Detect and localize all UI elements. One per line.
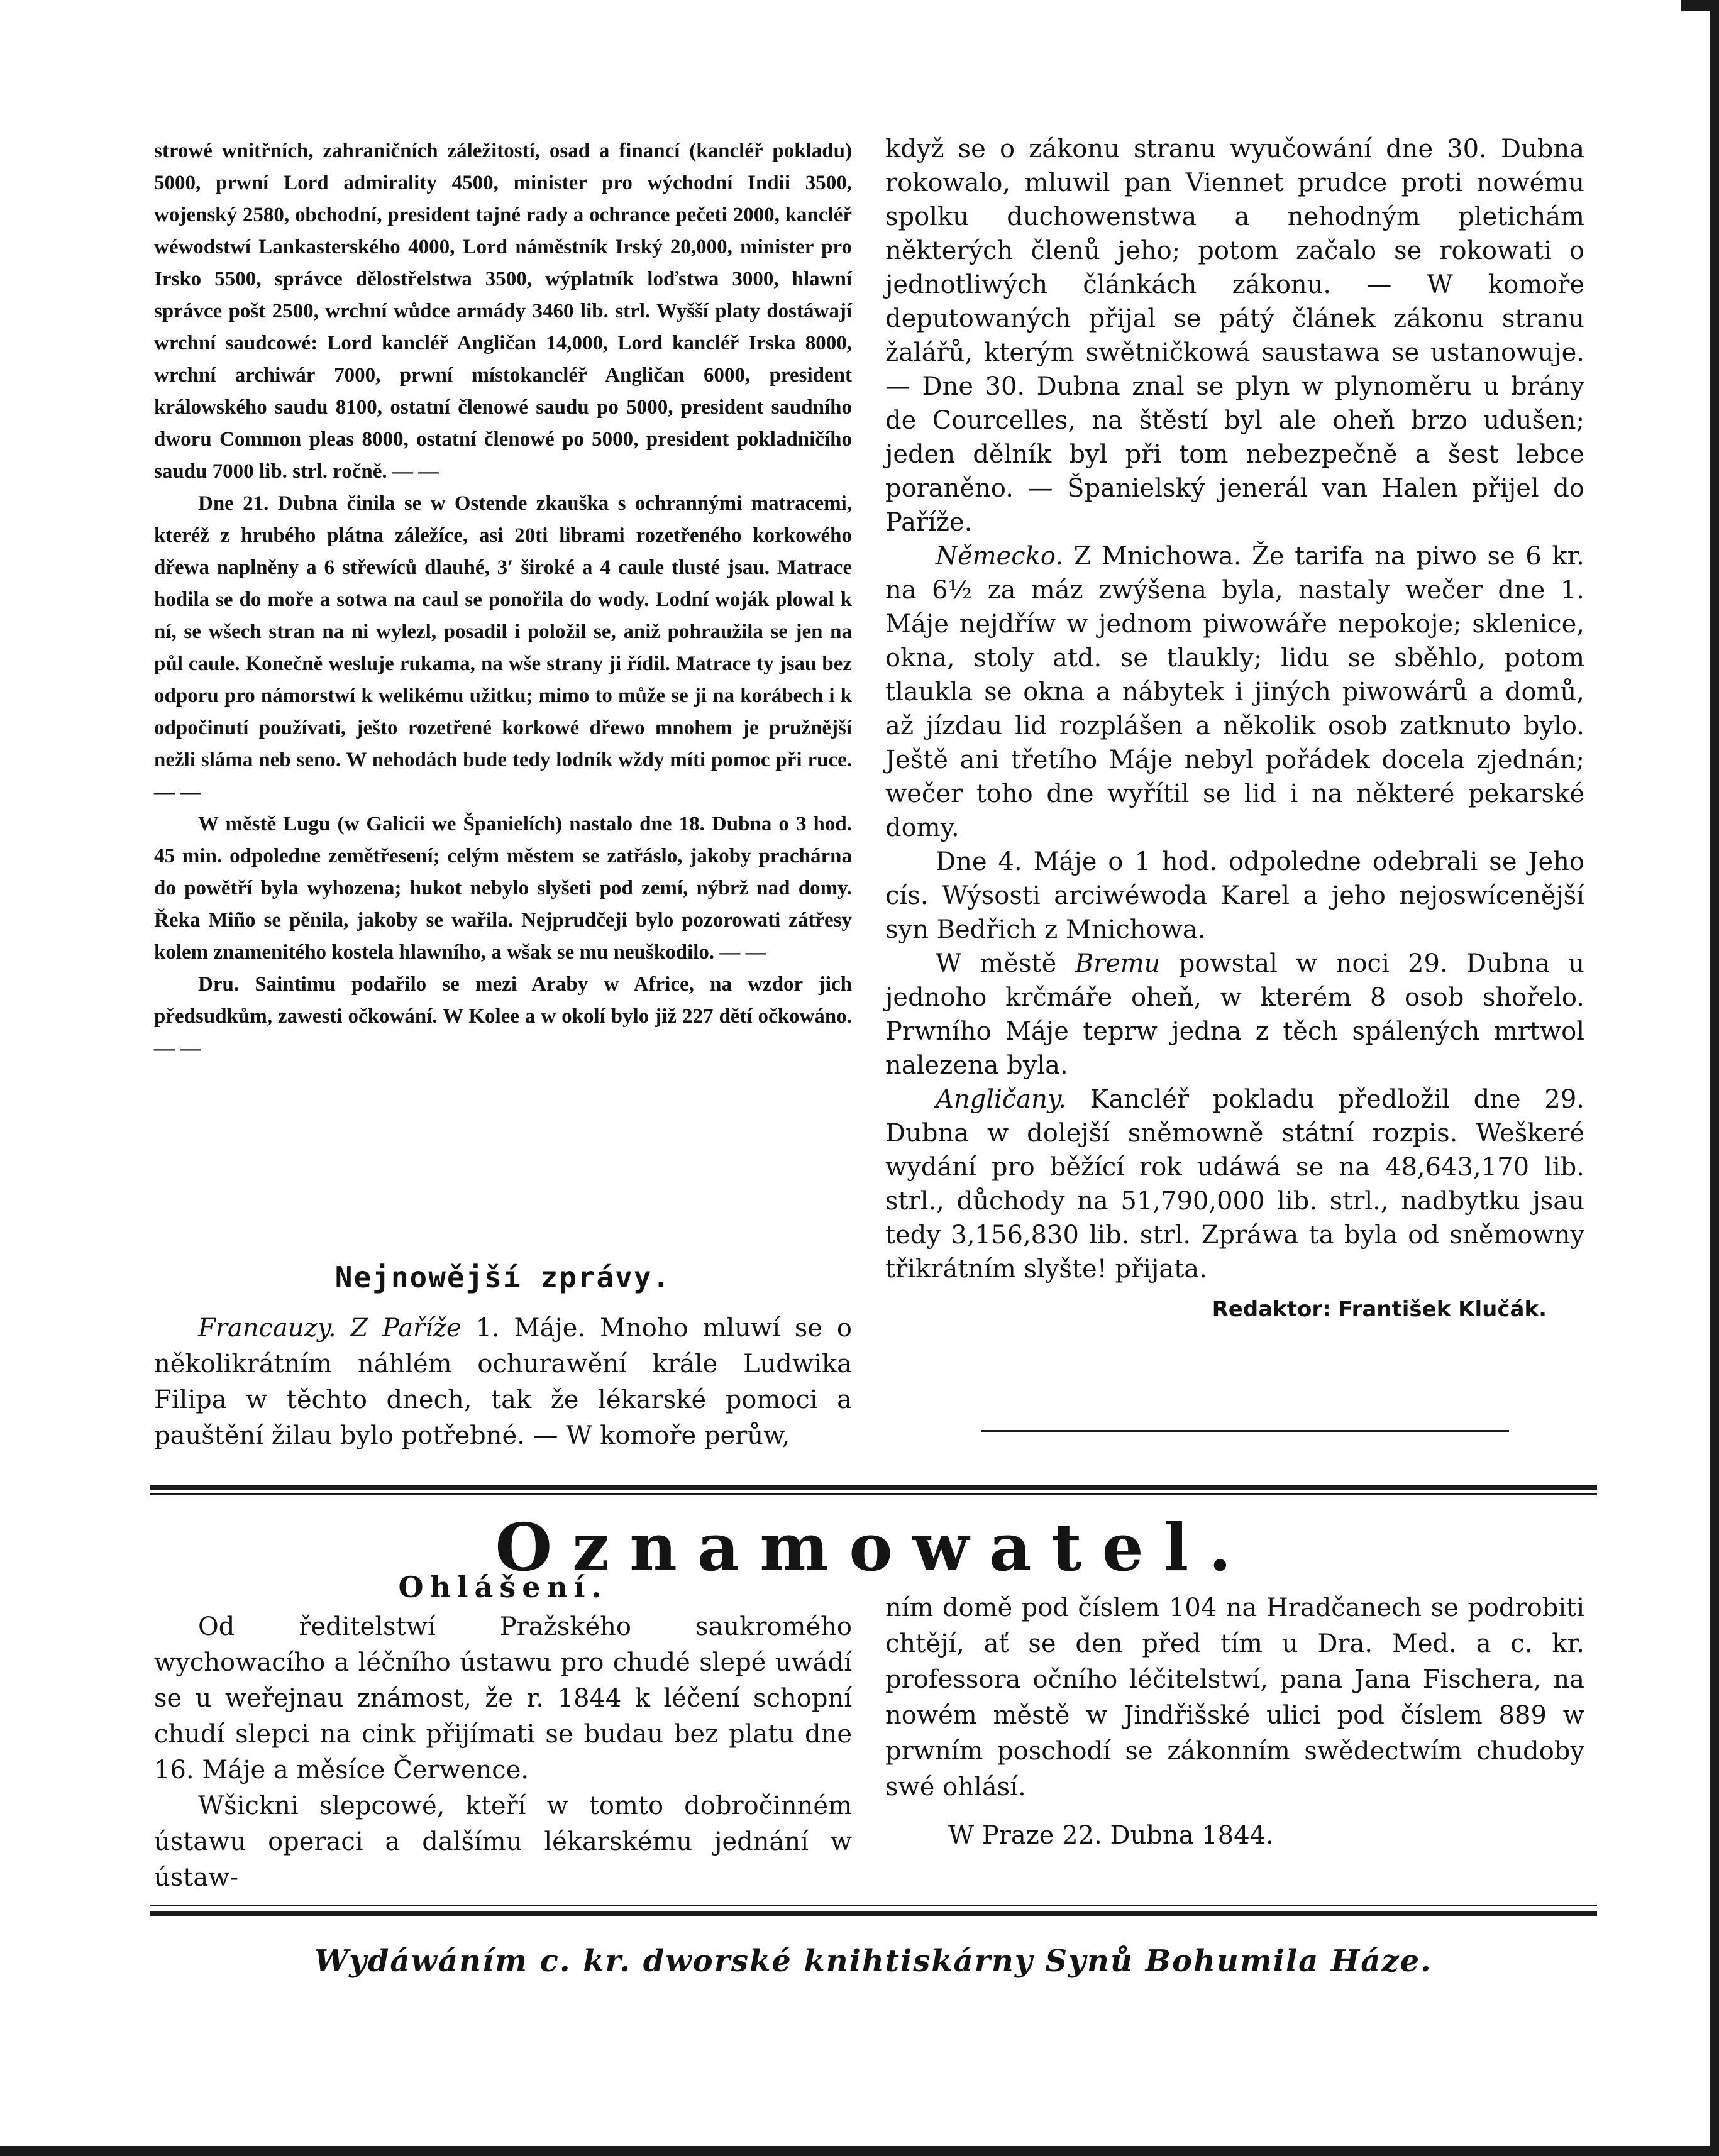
section-rule-bottom-thin (150, 1905, 1597, 1906)
right-paragraph-4 (885, 947, 1584, 1082)
announcement-right (885, 1590, 1584, 1854)
announcement-left-p2: Wšickni slepcowé, kteří w tomto dobročinném ústawu operaci a dalšímu lékarskému jednání w ústaw- (154, 1791, 852, 1892)
germany-text: Z Mnichowa. Že tarifa na piwo se 6 kr. na 6½ za máz zwýšena byla, nastaly wečer dne 1. Máje nejdříw w jednom piwowáře nepokoje; sklenice, okna, stoly atd. se tlaukly; lidu se sběhlo, potom tlaukla se okna a nábytek i jiných piwowárů a domů, až jízdau lid rozplášen a několik osob zatknuto bylo. Ještě ani třetího Máje nebyl pořádek docela zjednán; wečer toho dne wyřítil se lid i na některé pekarské domy. (885, 542, 1584, 842)
news-country: Francauzy. (198, 1314, 336, 1343)
left-paragraph-4: Dru. Saintimu podařilo se mezi Araby w Africe, na wzdor jich předsudkům, zawesti očkowání. W Kolee a w okolí bylo již 227 dětí očkowáno. — — (154, 973, 852, 1060)
germany-heading: Německo. (936, 542, 1064, 571)
announcement-right-p1: ním domě pod číslem 104 na Hradčanech se podrobiti chtějí, ať se den před tím u Dra. Med. a c. kr. professora očního léčitelstwí, pana Jana Fischera, na nowém městě w Jindřišské ulici pod číslem 889 w prwním poschodí se zákonním swědectwím chudoby swé ohlásí. (885, 1593, 1584, 1801)
bremen-pre: W městě (936, 949, 1057, 978)
bremen-text: powstal w noci 29. Dubna u jednoho krčmáře oheň, w kterém 8 osob shořelo. Prwního Máje teprw jedna z těch spálených mrtwol nalezena byla. (885, 949, 1584, 1080)
announcement-subtitle: Ohlášení. (398, 1570, 608, 1604)
page-edge-bottom (0, 2146, 1719, 2156)
right-paragraph-1: když se o zákonu stranu wyučowání dne 30. Dubna rokowalo, mluwil pan Viennet prudce proti nowému spolku duchowenstwa a nehodným pletichám některých členů jeho; potom začalo se rokowati o jednotliwých článkách zákonu. — W komoře deputowaných přijal se pátý článek zákonu stranu žalářů, kterým swětničkowá saustawa se ustanowuje. — Dne 30. Dubna znal se plyn w plynoměru u brány de Courcelles, na štěstí byl ale oheň brzo udušen; jeden dělník byl při tom nebezpečně a šest lebce poraněno. — Španielský jenerál van Halen přijel do Paříže. (885, 135, 1584, 537)
imprint: Wydáwáním c. kr. dworské knihtiskárny Synů Bohumila Háze. (314, 1944, 1432, 1979)
section-rule-top-thin (150, 1493, 1597, 1495)
announcement-title: Oznamowatel. (495, 1509, 1252, 1586)
news-heading: Nejnowější zprávy. (334, 1260, 672, 1294)
left-column (154, 135, 852, 1065)
right-column (885, 132, 1584, 1326)
left-paragraph-3: W městě Lugu (w Galicii we Španielích) nastalo dne 18. Dubna o 3 hod. 45 min. odpoledne zemětřesení; celým městem se zatřáslo, jakoby prachárna do powětří byla wyhozena; hukot nebylo slyšeti pod zemí, nýbrž nad domy. Řeka Miño se pěnila, jakoby se wařila. Nejprudčeji bylo pozorowati zátřesy kolem znamenitého kostela hlawního, a wšak se mu neuškodilo. — — (154, 813, 852, 964)
editor-signature: Redaktor: František Klučák. (1212, 1297, 1547, 1322)
section-rule-top (150, 1485, 1597, 1490)
right-paragraph-3: Dne 4. Máje o 1 hod. odpoledne odebrali se Jeho cís. Wýsosti arciwéwoda Karel a jeho nejoswícenější syn Bedřich z Mnichowa. (885, 847, 1584, 944)
news-text: 1. Máje. Mnoho mluwí se o několikrátním náhlém ochurawění krále Ludwika Filipa w těchto dnech, tak že lékarské pomoci a pauštění žilau bylo potřebné. — W komoře perůw, (154, 1314, 852, 1450)
right-paragraph-2 (885, 539, 1584, 845)
news-paragraph (154, 1311, 852, 1454)
announcement-date: W Praze 22. Dubna 1844. (948, 1821, 1274, 1850)
right-paragraph-5 (885, 1082, 1584, 1286)
bremen-place: Bremu (1075, 949, 1161, 978)
england-heading: Angličany. (936, 1085, 1066, 1114)
page-edge-corner (1681, 0, 1719, 11)
announcement-left (154, 1609, 852, 1896)
signature-rule (981, 1430, 1509, 1432)
left-paragraph-1: strowé wnitřních, zahraničních záležitostí, osad a financí (kancléř pokladu) 5000, prwní Lord admirality 4500, minister pro wýchodní Indii 3500, wojenský 2580, obchodní, president tajné rady a ochrance pečeti 2000, kancléř wéwodstwí Lankasterského 4000, Lord náměstník Irský 20,000, minister pro Irsko 5500, správce dělostřelstwa 3500, wýplatník loďstwa 3000, hlawní správce pošt 2500, wrchní wůdce armády 3460 lib. strl. Wyšší platy dostáwají wrchní saudcowé: Lord kancléř Angličan 14,000, Lord kancléř Irska 8000, wrchní archiwár 7000, prwní místokancléř Angličan 6000, president králowského saudu 8100, ostatní členowé saudu po 5000, president saudního dworu Common pleas 8000, ostatní členowé po 5000, president pokladničího saudu 7000 lib. strl. ročně. — — (154, 140, 852, 483)
section-rule-bottom (150, 1911, 1597, 1916)
announcement-left-p1: Od ředitelstwí Pražského saukromého wychowacího a léčního ústawu pro chudé slepé uwádí se u weřejnau známost, že r. 1844 k léčení schopní chudí slepci na cink přijímati se budau bez platu dne 16. Máje a měsíce Čerwence. (154, 1612, 852, 1785)
england-text: Kancléř pokladu předložil dne 29. Dubna w dolejší sněmowně státní rozpis. Weškeré wydání pro běžící rok udáwá se na 48,643,170 lib. strl., důchody na 51,790,000 lib. strl., nadbytku jsau tedy 3,156,830 lib. strl. Zpráwa ta byla od sněmowny třikrátním slyšte! přijata. (885, 1085, 1585, 1284)
page-edge-right (1710, 0, 1719, 2156)
left-paragraph-2: Dne 21. Dubna činila se w Ostende zkauška s ochrannými matracemi, kteréž z hrubého plátna záležíce, asi 20ti librami rozetřeného korkowého dřewa naplněny a 6 střewíců dlauhé, 3′ široké a 4 caule tlusté jsau. Matrace hodila se do moře a sotwa na caul se ponořila do wody. Lodní woják plowal k ní, se wšech stran na ni wylezl, posadil i položil se, aniž pohraužila se jen na půl caule. Konečně wesluje rukama, na wše strany ji řídil. Matrace ty jsau bez odporu pro námorstwí k welikému užitku; mimo to může se ji na korábech i k odpočinutí používati, ješto rozetřené korkowé dřewo mnohem je pružnější nežli sláma neb seno. W nehodách bude tedy lodník wždy míti pomoc při ruce. — — (154, 492, 852, 803)
news-place: Z Paříže (350, 1314, 462, 1343)
